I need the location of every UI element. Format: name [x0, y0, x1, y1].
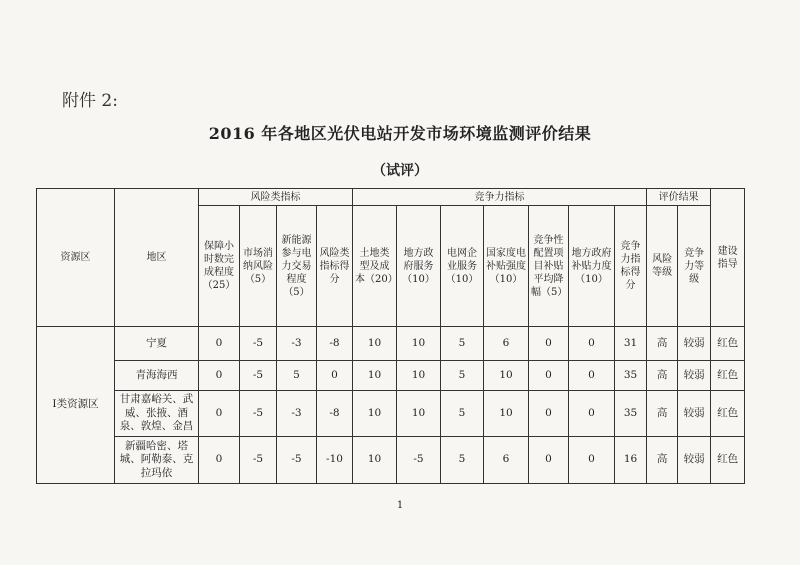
page-number: 1: [396, 500, 404, 511]
region-cell: 新疆哈密、塔城、阿勒泰、克拉玛依: [115, 437, 199, 484]
region-cell: 甘肃嘉峪关、武威、张掖、酒泉、敦煌、金昌: [115, 391, 199, 437]
value-cell: -3: [277, 391, 317, 437]
value-cell: 16: [615, 437, 647, 484]
value-cell: -5: [240, 327, 277, 361]
header-grid-service: 电网企业服务（10）: [441, 206, 484, 327]
table-row: [37, 391, 745, 437]
value-cell: 0: [569, 361, 615, 391]
value-cell: 10: [484, 391, 529, 437]
value-cell: 10: [353, 437, 397, 484]
value-cell: 10: [397, 391, 441, 437]
table-row: [37, 361, 745, 391]
value-cell: 高: [647, 437, 678, 484]
value-cell: 0: [529, 361, 569, 391]
region-cell: 宁夏: [115, 327, 199, 361]
header-risk-score: 风险类指标得分: [317, 206, 353, 327]
header-local-subsidy: 地方政府补贴力度（10）: [569, 206, 615, 327]
value-cell: 0: [199, 391, 240, 437]
value-cell: 10: [397, 361, 441, 391]
value-cell: 0: [569, 327, 615, 361]
value-cell: 0: [529, 437, 569, 484]
header-subsidy-intensity: 国家度电补贴强度（10）: [484, 206, 529, 327]
value-cell: -10: [317, 437, 353, 484]
value-cell: 较弱: [678, 391, 711, 437]
value-cell: -8: [317, 391, 353, 437]
value-cell: 较弱: [678, 361, 711, 391]
resource-zone-cell: Ⅰ类资源区: [37, 327, 115, 484]
value-cell: 10: [484, 361, 529, 391]
header-suggestion: 建设指导: [711, 189, 745, 327]
page-title: 2016 年各地区光伏电站开发市场环境监测评价结果: [208, 124, 592, 143]
value-cell: 0: [199, 327, 240, 361]
value-cell: 35: [615, 391, 647, 437]
value-cell: 0: [199, 437, 240, 484]
header-competitive-score: 竞争力指标得分: [615, 206, 647, 327]
table-row: [37, 327, 745, 361]
header-consumption-risk: 市场消纳风险（5）: [240, 206, 277, 327]
header-group-evaluation: 评价结果: [647, 189, 711, 206]
page-subtitle: （试评）: [372, 163, 428, 179]
value-cell: 高: [647, 361, 678, 391]
value-cell: -5: [240, 361, 277, 391]
value-cell: 6: [484, 327, 529, 361]
value-cell: 高: [647, 391, 678, 437]
value-cell: 0: [529, 391, 569, 437]
value-cell: 6: [484, 437, 529, 484]
value-cell: -3: [277, 327, 317, 361]
value-cell: 5: [441, 327, 484, 361]
value-cell: 0: [569, 437, 615, 484]
table-row: [37, 437, 745, 484]
value-cell: 10: [353, 361, 397, 391]
value-cell: 5: [441, 361, 484, 391]
value-cell: 0: [317, 361, 353, 391]
value-cell: 10: [353, 391, 397, 437]
header-risk-level: 风险等级: [647, 206, 678, 327]
value-cell: 较弱: [678, 437, 711, 484]
value-cell: 红色: [711, 437, 745, 484]
value-cell: 红色: [711, 361, 745, 391]
value-cell: 0: [199, 361, 240, 391]
value-cell: 10: [397, 327, 441, 361]
value-cell: -5: [277, 437, 317, 484]
header-gov-service: 地方政府服务（10）: [397, 206, 441, 327]
header-competitive-level: 竞争力等级: [678, 206, 711, 327]
value-cell: 31: [615, 327, 647, 361]
region-cell: 青海海西: [115, 361, 199, 391]
header-guarantee-hours: 保障小时数完成程度（25）: [199, 206, 240, 327]
header-resource-area: 资源区: [37, 189, 115, 327]
header-region: 地区: [115, 189, 199, 327]
value-cell: -5: [397, 437, 441, 484]
value-cell: 0: [529, 327, 569, 361]
header-group-competitive: 竞争力指标: [353, 189, 647, 206]
value-cell: 10: [353, 327, 397, 361]
value-cell: 35: [615, 361, 647, 391]
value-cell: -5: [240, 391, 277, 437]
value-cell: 较弱: [678, 327, 711, 361]
header-power-trading: 新能源参与电力交易程度（5）: [277, 206, 317, 327]
value-cell: -5: [240, 437, 277, 484]
value-cell: 红色: [711, 327, 745, 361]
value-cell: 5: [441, 437, 484, 484]
value-cell: 高: [647, 327, 678, 361]
value-cell: 5: [441, 391, 484, 437]
value-cell: -8: [317, 327, 353, 361]
value-cell: 5: [277, 361, 317, 391]
header-land-cost: 土地类型及成本（20）: [353, 206, 397, 327]
value-cell: 红色: [711, 391, 745, 437]
evaluation-table: [36, 188, 745, 484]
header-group-risk: 风险类指标: [199, 189, 353, 206]
header-subsidy-decline: 竞争性配置项目补贴平均降幅（5）: [529, 206, 569, 327]
attachment-label: 附件 2:: [62, 91, 118, 111]
value-cell: 0: [569, 391, 615, 437]
